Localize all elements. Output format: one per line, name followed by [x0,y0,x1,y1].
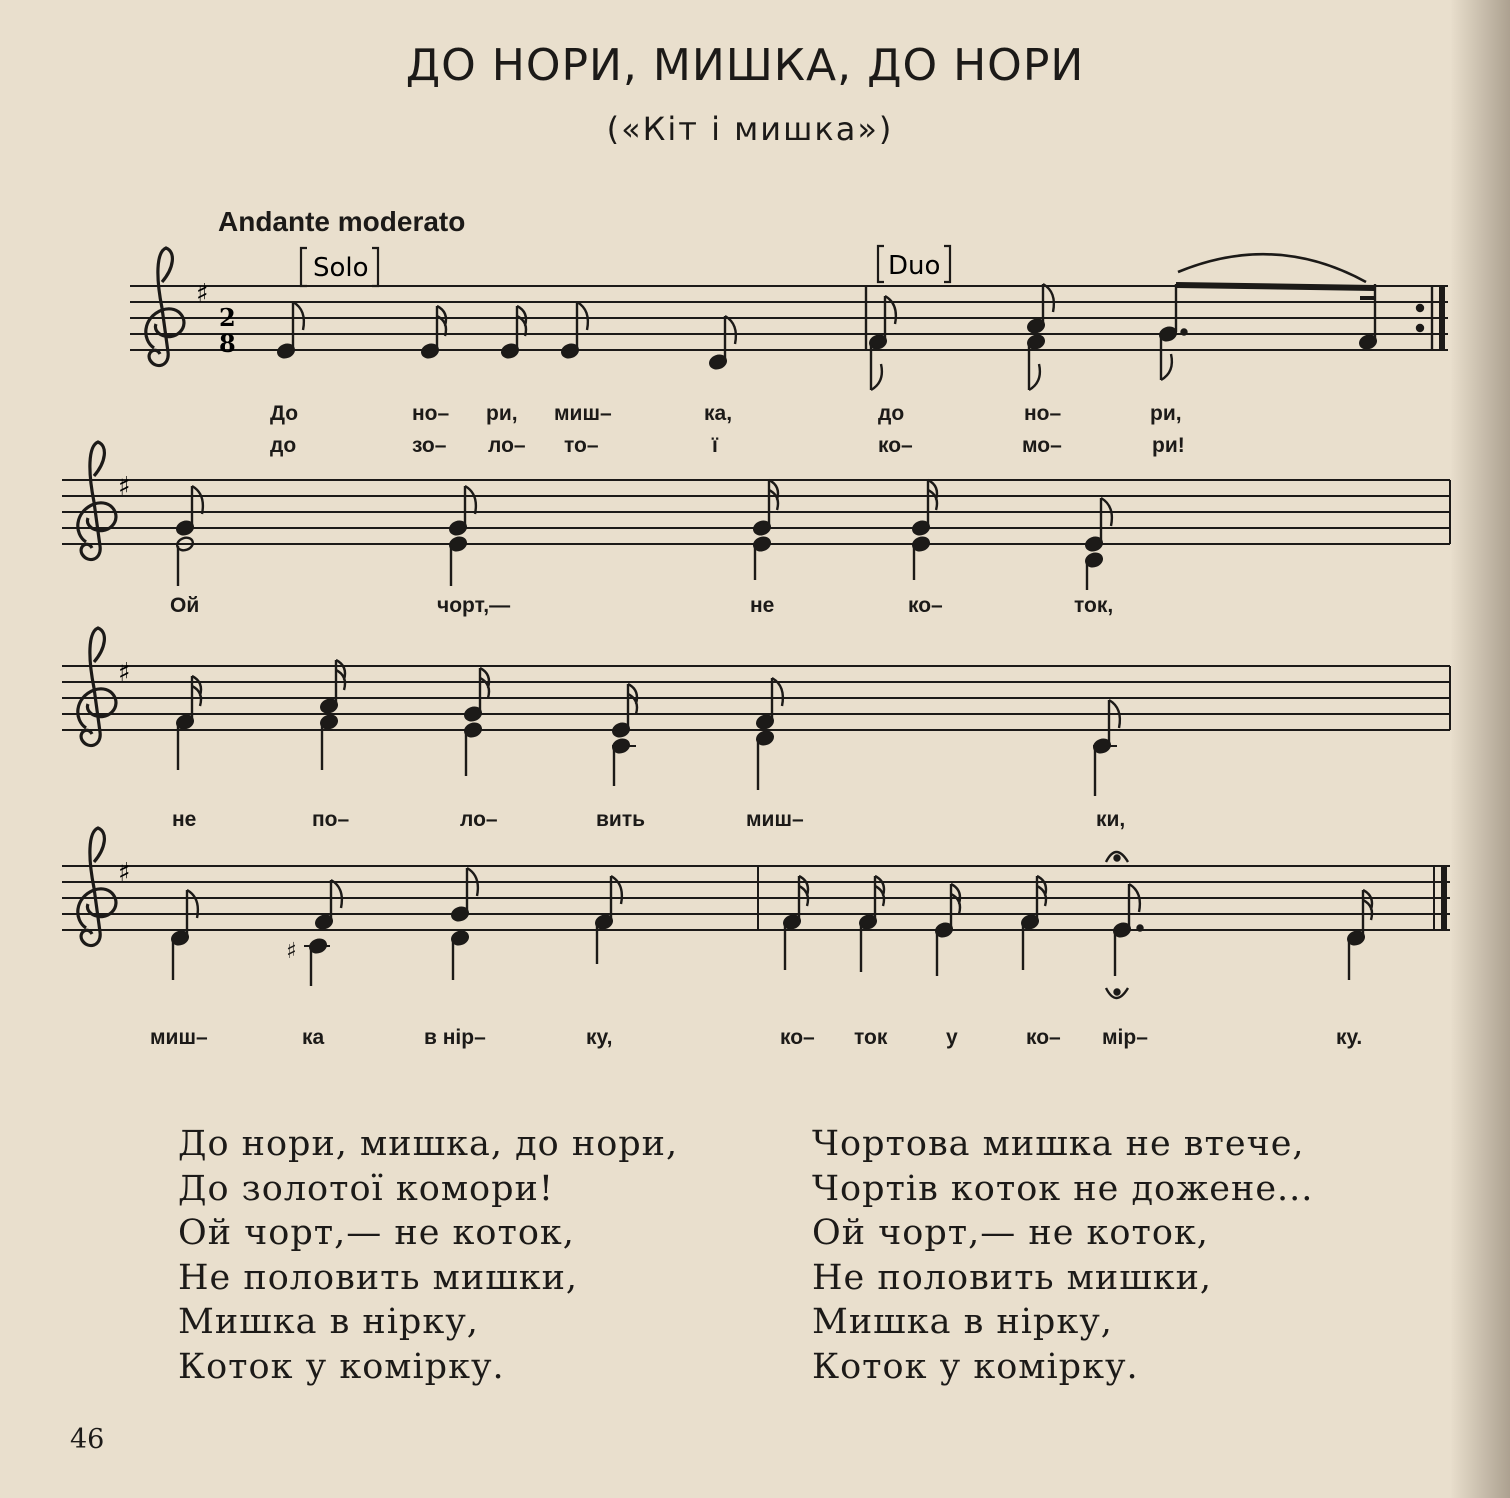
verse-line: Ой чорт,— не коток, [812,1213,1209,1254]
lyric-syllable: не [750,594,775,617]
lyric-syllable: ї [712,434,718,457]
staff-system-4 [62,828,1450,998]
lyric-syllable: миш– [150,1026,208,1049]
lyric-syllable: ки, [1096,808,1126,831]
lyric-syllable: ка [302,1026,325,1049]
lyric-syllable: До [270,402,299,425]
treble-clef-icon [78,628,116,746]
lyric-syllable: ка, [704,402,733,425]
lyric-syllable: в нір– [424,1026,486,1049]
verse-line: Мишка в нірку, [812,1302,1113,1343]
treble-clef-icon [146,248,184,366]
lyric-syllable: вить [596,808,646,831]
lyric-syllable: мо– [1022,434,1062,457]
verse-line: Не половить мишки, [178,1257,579,1298]
lyric-syllable: ко– [908,594,943,617]
staff-system-3 [62,628,1450,796]
lyric-syllable: но– [412,402,450,425]
lyric-syllable: мір– [1102,1026,1148,1049]
lyric-syllable: не [172,808,197,831]
verse-line: Не половить мишки, [812,1257,1213,1298]
verse-line: Чортова мишка не втече, [812,1124,1305,1164]
verse-line: До золотої комори! [178,1168,554,1209]
lyric-syllable: чорт,— [437,594,511,617]
treble-clef-icon [78,442,116,560]
lyric-syllable: то– [564,434,599,457]
verse-line: Коток у комірку. [812,1346,1139,1387]
lyric-syllable: ко– [1026,1026,1061,1049]
note-group-system-1 [276,254,1442,390]
svg-text:♯: ♯ [286,939,297,964]
sharp-icon: ♯ [118,858,131,888]
lyric-syllable: ри, [486,402,518,425]
lyric-syllable: ток, [1074,594,1114,617]
verse-right [812,1122,1313,1390]
verse-line: До нори, мишка, до нори, [178,1124,679,1164]
sharp-icon: ♯ [118,472,131,502]
lyric-syllable: миш– [554,402,612,425]
lyric-syllable: но– [1024,402,1062,425]
lyric-syllable: ло– [460,808,498,831]
lyric-syllable: до [878,402,905,425]
treble-clef-icon [78,828,116,946]
lyric-syllable: миш– [746,808,804,831]
verse-line: Коток у комірку. [178,1346,505,1387]
lyric-syllable: ку. [1336,1026,1363,1049]
lyric-syllable: ток [854,1026,888,1049]
staff-system-1 [130,246,1448,390]
lyric-syllable: у [946,1026,958,1049]
lyric-syllable: Ой [170,594,200,617]
lyric-syllable: зо– [412,434,447,457]
verse-line: Мишка в нірку, [178,1302,479,1343]
time-signature-denominator: 8 [219,329,236,358]
lyric-syllable: ку, [586,1026,613,1049]
lyric-syllable: ри! [1152,434,1185,457]
staff-system-2 [62,442,1450,590]
solo-label: Solo [313,253,369,283]
tempo-marking: Andante moderato [218,206,466,237]
song-subtitle: («Кіт і мишка») [606,110,894,148]
sharp-icon: ♯ [118,658,131,688]
duo-label: Duo [888,251,941,281]
page-number: 46 [70,1424,105,1455]
verse-line: Ой чорт,— не коток, [178,1213,575,1254]
lyric-syllable: ко– [878,434,913,457]
lyric-syllable: ко– [780,1026,815,1049]
lyric-syllable: до [270,434,297,457]
time-signature-numerator: 2 [219,303,236,332]
lyric-syllable: ло– [488,434,526,457]
sharp-icon: ♯ [196,279,209,309]
verse-left [178,1122,678,1390]
lyric-syllable: по– [312,808,350,831]
lyric-syllable: ри, [1150,402,1182,425]
verse-line: Чортів коток не дожене... [812,1168,1314,1209]
song-title: ДО НОРИ, МИШКА, ДО НОРИ [405,40,1085,91]
